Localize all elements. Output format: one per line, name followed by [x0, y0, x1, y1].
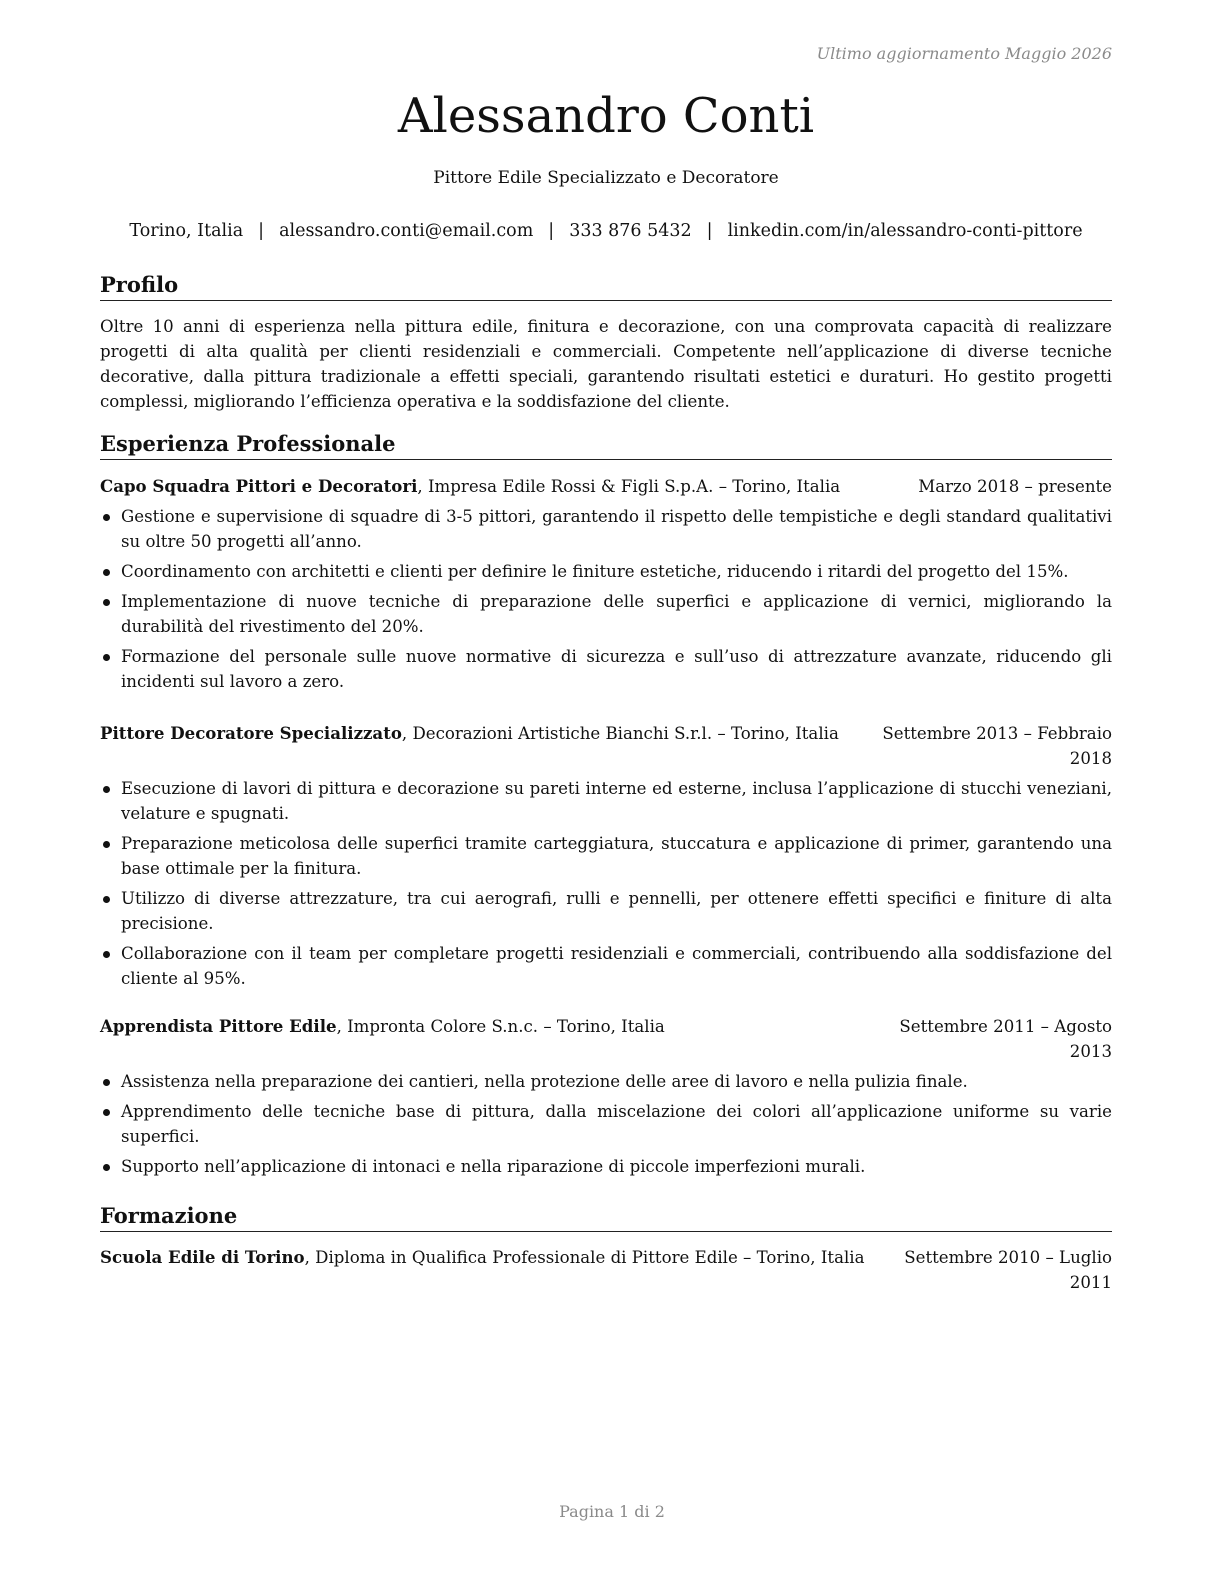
bullet-text: Assistenza nella preparazione dei cantieri, nella protezione delle aree di lavoro e nella pulizia finale. — [121, 1072, 968, 1091]
contact-location: Torino, Italia — [129, 221, 244, 241]
bullet-text: Collaborazione con il team per completare progetti residenziali e commerciali, contribuendo alla soddisfazione del cliente al 95%. — [121, 944, 1112, 988]
bullet-icon — [103, 1164, 110, 1171]
contact-phone[interactable]: 333 876 5432 — [569, 221, 692, 241]
list-item — [100, 504, 1112, 554]
job-role: Capo Squadra Pittori e Decoratori — [100, 476, 418, 496]
bullet-text: Esecuzione di lavori di pittura e decorazione su pareti interne ed esterne, inclusa l’applicazione di stucchi veneziani, velature e spugnati. — [121, 779, 1112, 823]
contact-separator: | — [258, 221, 265, 241]
list-item — [100, 886, 1112, 936]
job-dates: Settembre 2013 – Febbraio 2018 — [882, 724, 1112, 768]
education-school: Scuola Edile di Torino — [100, 1247, 305, 1267]
education-dates: Settembre 2010 – Luglio 2011 — [904, 1248, 1112, 1292]
bullet-text: Coordinamento con architetti e clienti per definire le finiture estetiche, riducendo i ritardi del progetto del 15%. — [121, 562, 1069, 581]
contact-separator: | — [548, 221, 555, 241]
job-role: Pittore Decoratore Specializzato — [100, 723, 402, 743]
job-dates: Marzo 2018 – presente — [918, 477, 1112, 496]
education-title-line — [100, 1245, 864, 1270]
job-role: Apprendista Pittore Edile — [100, 1016, 337, 1036]
bullet-text: Gestione e supervisione di squadre di 3-5 pittori, garantendo il rispetto delle tempistiche e degli standard qualitativi su oltre 50 progetti all’anno. — [121, 507, 1112, 551]
candidate-title: Pittore Edile Specializzato e Decoratore — [433, 168, 779, 188]
list-item — [100, 589, 1112, 639]
job-title-line — [100, 1014, 665, 1039]
last-updated-note: Ultimo aggiornamento Maggio 2026 — [816, 44, 1112, 63]
section-title-education: Formazione — [100, 1202, 1112, 1232]
list-item — [100, 1069, 1112, 1094]
job-title-line — [100, 474, 840, 499]
list-item — [100, 941, 1112, 991]
job-company: , Impresa Edile Rossi & Figli S.p.A. – Torino, Italia — [417, 477, 841, 496]
bullet-icon — [103, 896, 110, 903]
bullet-icon — [103, 569, 110, 576]
job-header — [100, 721, 1112, 771]
bullet-icon — [103, 1079, 110, 1086]
list-item — [100, 644, 1112, 694]
list-item — [100, 1154, 1112, 1179]
contact-line — [100, 218, 1112, 244]
list-item — [100, 559, 1112, 584]
job-bullets — [100, 1069, 1112, 1184]
bullet-text: Apprendimento delle tecniche base di pittura, dalla miscelazione dei colori all’applicazione uniforme su varie superfici. — [121, 1102, 1112, 1146]
bullet-icon — [103, 599, 110, 606]
bullet-icon — [103, 654, 110, 661]
job-company: , Decorazioni Artistiche Bianchi S.r.l. – Torino, Italia — [401, 724, 839, 743]
job-company: , Impronta Colore S.n.c. – Torino, Italia — [336, 1017, 665, 1036]
job-title-line — [100, 721, 839, 746]
candidate-name: Alessandro Conti — [397, 88, 815, 144]
list-item — [100, 1099, 1112, 1149]
job-header — [100, 474, 1112, 499]
section-title-experience: Esperienza Professionale — [100, 430, 1112, 460]
bullet-text: Preparazione meticolosa delle superfici tramite carteggiatura, stuccatura e applicazione di primer, garantendo una base ottimale per la finitura. — [121, 834, 1112, 878]
profile-summary: Oltre 10 anni di esperienza nella pittura edile, finitura e decorazione, con una comprovata capacità di realizzare progetti di alta qualità per clienti residenziali e commerciali. Competente nell’applicazione di diverse tecniche decorative, dalla pittura tradizionale a effetti speciali, garantendo risultati estetici e duraturi. Ho gestito progetti complessi, migliorando l’efficienza operativa e la soddisfazione del cliente. — [100, 317, 1112, 411]
section-title-profile: Profilo — [100, 271, 1112, 301]
education-entry — [100, 1245, 1112, 1295]
bullet-icon — [103, 786, 110, 793]
job-bullets — [100, 504, 1112, 699]
bullet-icon — [103, 1109, 110, 1116]
bullet-text: Formazione del personale sulle nuove normative di sicurezza e sull’uso di attrezzature avanzate, riducendo gli incidenti sul lavoro a zero. — [121, 647, 1112, 691]
bullet-icon — [103, 514, 110, 521]
contact-separator: | — [706, 221, 713, 241]
job-dates: Settembre 2011 – Agosto 2013 — [899, 1017, 1112, 1061]
bullet-icon — [103, 951, 110, 958]
contact-email[interactable]: alessandro.conti@email.com — [279, 221, 534, 241]
education-degree: , Diploma in Qualifica Professionale di Pittore Edile – Torino, Italia — [304, 1248, 865, 1267]
list-item — [100, 831, 1112, 881]
bullet-icon — [103, 841, 110, 848]
bullet-text: Implementazione di nuove tecniche di preparazione delle superfici e applicazione di vernici, migliorando la durabilità del rivestimento del 20%. — [121, 592, 1112, 636]
bullet-text: Supporto nell’applicazione di intonaci e nella riparazione di piccole imperfezioni murali. — [121, 1157, 866, 1176]
bullet-text: Utilizzo di diverse attrezzature, tra cui aerografi, rulli e pennelli, per ottenere effetti specifici e finiture di alta precisione. — [121, 889, 1112, 933]
page-number: Pagina 1 di 2 — [559, 1502, 665, 1521]
list-item — [100, 776, 1112, 826]
contact-linkedin[interactable]: linkedin.com/in/alessandro-conti-pittore — [727, 221, 1083, 241]
job-header — [100, 1014, 1112, 1064]
job-bullets — [100, 776, 1112, 996]
